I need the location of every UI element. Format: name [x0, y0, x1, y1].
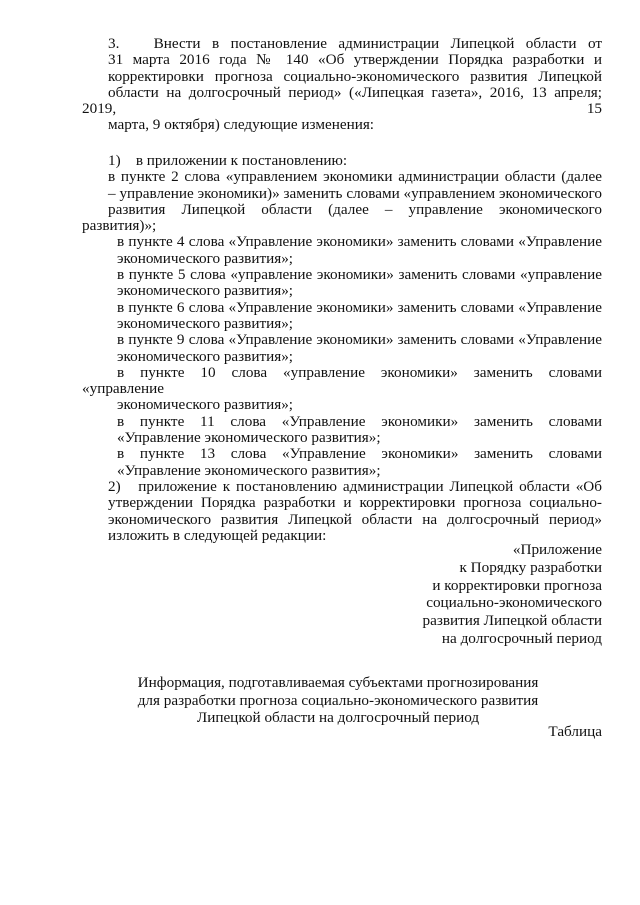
- change-line: – управление экономики)» заменить словами «управлением экономического: [108, 184, 602, 202]
- item-3-line: марта, 9 октября) следующие изменения:: [108, 116, 375, 134]
- appendix-line: развития Липецкой области: [422, 612, 602, 630]
- item-3-text: [82, 36, 602, 134]
- change-line: в пункте 11 слова «Управление экономики» заменить словами: [117, 412, 602, 430]
- heading-line: Липецкой области на долгосрочный период: [196, 709, 480, 727]
- change-paragraph: [82, 365, 602, 414]
- change-line: в пункте 10 слова «управление экономики» заменить словами «управление: [82, 363, 602, 398]
- subitem-1-intro: 1) в приложении к постановлению:: [108, 152, 348, 169]
- item-3-line: 3. Внести в постановление администрации Липецкой области от: [108, 35, 602, 52]
- change-line: экономического развития»;: [117, 249, 294, 267]
- change-line: в пункте 2 слова «управлением экономики администрации области (далее: [108, 168, 602, 186]
- change-paragraph: [82, 414, 602, 447]
- change-line: утверждении Порядка разработки и корректировки прогноза социально-: [108, 494, 602, 512]
- document-heading: [118, 674, 558, 727]
- change-line: в пункте 6 слова «Управление экономики» заменить словами «Управление: [117, 298, 602, 316]
- heading-line: Информация, подготавливаемая субъектами прогнозирования: [137, 674, 539, 691]
- appendix-line: к Порядку разработки: [459, 558, 602, 576]
- change-paragraph: [82, 300, 602, 333]
- item-3-paragraph: [82, 36, 602, 134]
- changes-paragraphs: [82, 169, 602, 544]
- appendix-line: социально-экономического: [426, 594, 602, 612]
- item-3-line: 31 марта 2016 года № 140 «Об утверждении Порядка разработки и: [108, 51, 602, 69]
- change-line: изложить в следующей редакции:: [108, 526, 327, 544]
- change-line: 2) приложение к постановлению администрации Липецкой области «Об: [108, 477, 602, 495]
- change-line: развития Липецкой области (далее – управление экономического развития)»;: [82, 200, 602, 235]
- change-line: экономического развития»;: [117, 282, 294, 300]
- change-paragraph: [82, 169, 602, 234]
- appendix-line: на долгосрочный период: [441, 629, 602, 647]
- change-line: «Управление экономического развития»;: [117, 429, 381, 447]
- appendix-line: «Приложение: [512, 541, 602, 558]
- table-label: Таблица: [548, 723, 602, 740]
- change-line: в пункте 5 слова «управление экономики» заменить словами «управление: [117, 266, 602, 284]
- change-line: экономического развития»;: [117, 396, 294, 414]
- change-paragraph: [82, 267, 602, 300]
- item-3-line: корректировки прогноза социально-экономического развития Липецкой: [108, 67, 602, 85]
- change-paragraph: [82, 446, 602, 479]
- appendix-header: [382, 541, 602, 648]
- change-paragraph: [82, 332, 602, 365]
- appendix-line: и корректировки прогноза: [432, 576, 602, 594]
- heading-line: для разработки прогноза социально-экономического развития: [137, 691, 539, 709]
- change-line: экономического развития»;: [117, 314, 294, 332]
- change-line: в пункте 4 слова «Управление экономики» заменить словами «Управление: [117, 233, 602, 251]
- change-paragraph: [82, 479, 602, 544]
- change-line: экономического развития Липецкой области на долгосрочный период»: [108, 510, 602, 528]
- changes-list: [82, 153, 602, 544]
- change-line: «Управление экономического развития»;: [117, 461, 381, 479]
- change-line: экономического развития»;: [117, 347, 294, 365]
- change-line: в пункте 9 слова «Управление экономики» заменить словами «Управление: [117, 331, 602, 349]
- item-3-line: области на долгосрочный период» («Липецкая газета», 2016, 13 апреля; 2019, 15: [82, 83, 602, 118]
- change-line: в пункте 13 слова «Управление экономики» заменить словами: [117, 445, 602, 463]
- change-paragraph: [82, 234, 602, 267]
